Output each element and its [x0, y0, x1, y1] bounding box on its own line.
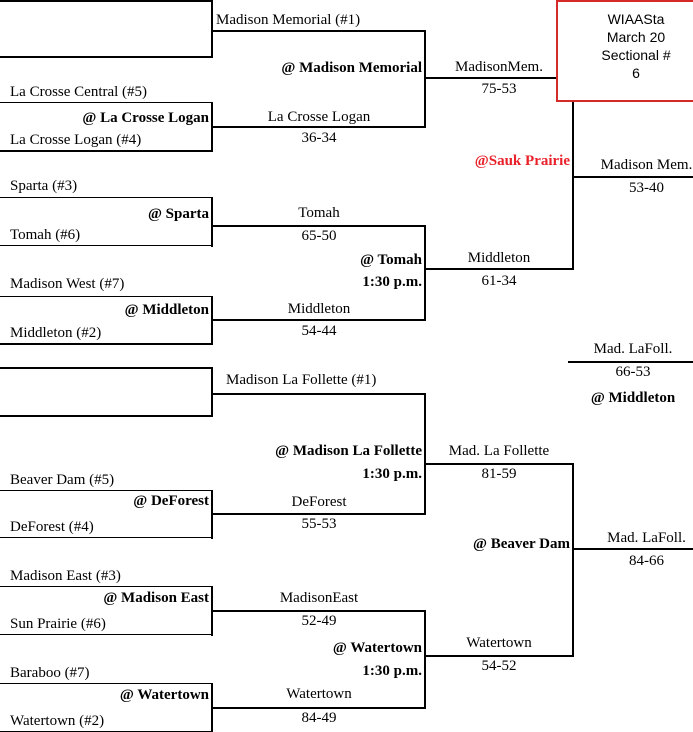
team-beaver-dam: Beaver Dam (#5): [10, 472, 115, 488]
winner-madison-memorial: Madison Mem.: [600, 157, 693, 173]
bracket-line: [211, 393, 426, 395]
winner-deforest: DeForest: [291, 494, 347, 510]
site-watertown: @ Watertown: [332, 640, 422, 656]
bracket-line: [0, 102, 213, 103]
bracket-line: [0, 296, 213, 297]
game-time: 1:30 p.m.: [362, 466, 422, 482]
team-sun-prairie: Sun Prairie (#6): [10, 616, 106, 632]
score: 36-34: [301, 130, 337, 146]
site-la-crosse-logan: @ La Crosse Logan: [82, 110, 209, 126]
info-line-2: March 20: [606, 29, 666, 45]
bracket-line: [211, 610, 426, 612]
bracket-line: [424, 655, 574, 657]
bracket-line: [0, 367, 213, 369]
winner-watertown: Watertown: [286, 686, 352, 702]
winner-middleton: Middleton: [467, 250, 531, 266]
bracket-line: [0, 537, 213, 538]
bracket-line: [0, 245, 213, 246]
winner-middleton: Middleton: [287, 301, 351, 317]
team-middleton: Middleton (#2): [10, 325, 102, 341]
team-deforest: DeForest (#4): [10, 519, 94, 535]
bracket-line: [568, 361, 693, 363]
info-line-3: Sectional #: [601, 47, 671, 63]
site-sauk-prairie: @Sauk Prairie: [474, 153, 570, 169]
site-beaver-dam: @ Beaver Dam: [473, 536, 570, 552]
team-madison-memorial: Madison Memorial (#1): [216, 12, 361, 28]
team-madison-la-follette: Madison La Follette (#1): [226, 372, 377, 388]
score: 61-34: [481, 273, 517, 289]
winner-watertown: Watertown: [466, 635, 532, 651]
winner-madison-la-follette: Mad. LaFoll.: [593, 341, 673, 357]
bracket-line: [424, 77, 574, 79]
bracket-line: [572, 176, 693, 178]
bracket-line: [0, 0, 213, 2]
score: 53-40: [629, 180, 664, 196]
bracket-line: [424, 268, 574, 270]
bracket-line: [211, 126, 426, 128]
bracket-line: [572, 548, 693, 550]
bracket-line: [211, 225, 426, 227]
team-la-crosse-central: La Crosse Central (#5): [10, 84, 148, 100]
bracket-line: [0, 197, 213, 198]
bracket-line: [0, 490, 213, 491]
game-time: 1:30 p.m.: [362, 274, 422, 290]
info-line-1: WIAASta: [607, 11, 665, 27]
team-la-crosse-logan: La Crosse Logan (#4): [10, 132, 142, 148]
team-madison-east: Madison East (#3): [10, 568, 121, 584]
score: 66-53: [615, 364, 651, 380]
bracket-line: [0, 415, 213, 417]
team-baraboo: Baraboo (#7): [10, 665, 90, 681]
bracket-line: [0, 586, 213, 587]
score: 84-49: [301, 710, 337, 726]
tournament-info-box: [556, 0, 693, 102]
score: 55-53: [301, 516, 337, 532]
bracket-line: [0, 343, 213, 345]
score: 65-50: [301, 228, 337, 244]
winner-la-crosse-logan: La Crosse Logan: [267, 109, 371, 125]
winner-tomah: Tomah: [298, 205, 340, 221]
bracket-line: [0, 634, 213, 635]
team-watertown: Watertown (#2): [10, 713, 105, 729]
site-final-middleton: @ Middleton: [590, 390, 676, 406]
winner-madison-la-follette: Mad. LaFoll.: [607, 530, 686, 546]
info-line-4: 6: [632, 65, 640, 81]
site-middleton: @ Middleton: [124, 302, 209, 318]
score: 52-49: [301, 613, 337, 629]
score: 54-44: [301, 323, 337, 339]
winner-madison-memorial: MadisonMem.: [455, 59, 543, 75]
bracket-line: [211, 513, 426, 515]
score: 75-53: [481, 81, 517, 97]
bracket-line: [211, 319, 426, 321]
site-madison-east: @ Madison East: [103, 590, 209, 606]
site-madison-la-follette: @ Madison La Follette: [275, 443, 422, 459]
site-deforest: @ DeForest: [133, 493, 209, 509]
bracket-line: [211, 0, 213, 58]
bracket-line: [0, 150, 213, 152]
team-tomah: Tomah (#6): [10, 227, 81, 243]
bracket-line: [0, 683, 213, 684]
site-madison-memorial: @ Madison Memorial: [281, 60, 422, 76]
team-sparta: Sparta (#3): [10, 178, 78, 194]
site-sparta: @ Sparta: [147, 206, 209, 222]
game-time: 1:30 p.m.: [362, 663, 422, 679]
score: 81-59: [481, 466, 517, 482]
team-madison-west: Madison West (#7): [10, 276, 125, 292]
bracket-line: [424, 463, 574, 465]
bracket-line: [0, 56, 213, 58]
winner-madison-east: MadisonEast: [279, 590, 359, 606]
site-tomah: @ Tomah: [360, 252, 422, 268]
bracket-line: [211, 367, 213, 417]
site-watertown: @ Watertown: [119, 687, 209, 703]
bracket-line: [211, 30, 426, 32]
bracket-line: [211, 707, 426, 709]
score: 54-52: [481, 658, 517, 674]
score: 84-66: [629, 553, 664, 569]
winner-madison-la-follette: Mad. La Follette: [448, 443, 550, 459]
